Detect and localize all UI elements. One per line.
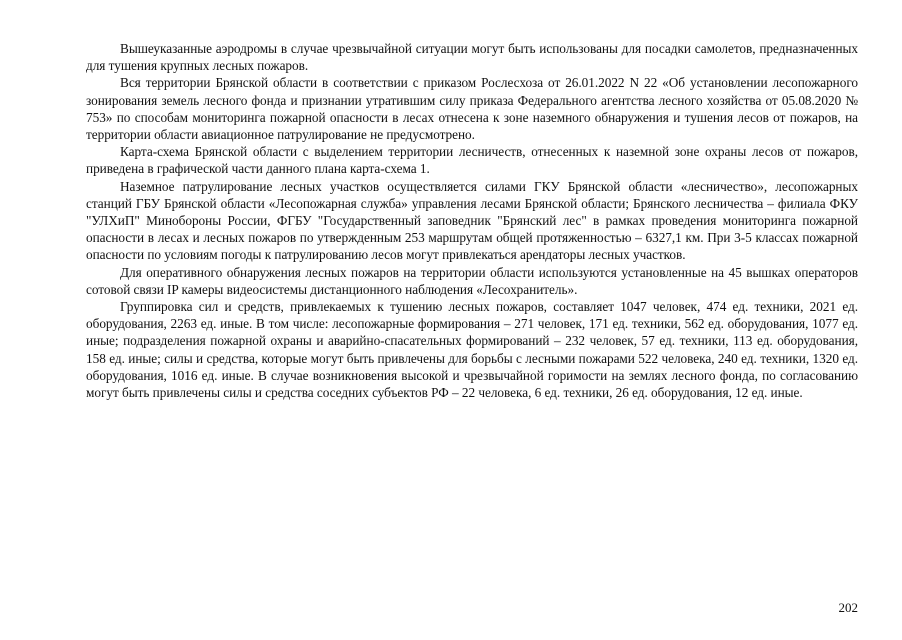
paragraph-fire-zoning: Вся территории Брянской области в соответствии с приказом Рослесхоза от 26.01.2022 N 22 «Об установлении лесопожарного зонирования земель лесного фонда и признании утратившим силу приказа Федерального агентства лесного хозяйства от 05.08.2020 № 753» по способам мониторинга пожарной опасности в лесах отнесена к зоне наземного обнаружения и тушения лесов от пожаров, на территории области авиационное патрулирование не предусмотрено.	[86, 75, 858, 143]
paragraph-ip-cameras: Для оперативного обнаружения лесных пожаров на территории области используются установленные на 45 вышках операторов сотовой связи IP камеры видеосистемы дистанционного наблюдения «Лесохранитель».	[86, 264, 858, 297]
page-number: 202	[838, 600, 858, 615]
paragraph-map-scheme: Карта-схема Брянской области с выделением территории лесничеств, отнесенных к наземной зоне охраны лесов от пожаров, приведена в графической части данного плана карта-схема 1.	[86, 144, 858, 177]
paragraph-airfields: Вышеуказанные аэродромы в случае чрезвычайной ситуации могут быть использованы для посадки самолетов, предназначенных для тушения крупных лесных пожаров.	[86, 41, 858, 74]
paragraph-ground-patrol: Наземное патрулирование лесных участков осуществляется силами ГКУ Брянской области «лесничество», лесопожарных станций ГБУ Брянской области «Лесопожарная служба» управления лесами Брянской области; Брянского лесничества – филиала ФКУ "УЛХиП" Минобороны России, ФГБУ "Государственный заповедник "Брянский лес" в рамках проведения мониторинга пожарной опасности в лесах и лесных пожаров по утвержденным 253 маршрутам общей протяженностью – 6327,1 км. При 3-5 классах пожарной опасности по условиям погоды к патрулированию лесов могут привлекаться арендаторы лесных участков.	[86, 178, 858, 263]
document-body	[86, 40, 858, 401]
paragraph-forces-and-means: Группировка сил и средств, привлекаемых к тушению лесных пожаров, составляет 1047 человек, 474 ед. техники, 2021 ед. оборудования, 2263 ед. иные. В том числе: лесопожарные формирования – 271 человек, 171 ед. техники, 562 ед. оборудования, 1077 ед. иные; подразделения пожарной охраны и аварийно-спасательных формирований – 232 человек, 57 ед. техники, 113 ед. оборудования, 158 ед. иные; силы и средства, которые могут быть привлечены для борьбы с лесными пожарами 522 человека, 240 ед. техники, 1320 ед. оборудования, 1016 ед. иные. В случае возникновения высокой и чрезвычайной горимости на землях лесного фонда, по согласованию могут быть привлечены силы и средства соседних субъектов РФ – 22 человека, 6 ед. техники, 26 ед. оборудования, 12 ед. иные.	[86, 299, 858, 401]
